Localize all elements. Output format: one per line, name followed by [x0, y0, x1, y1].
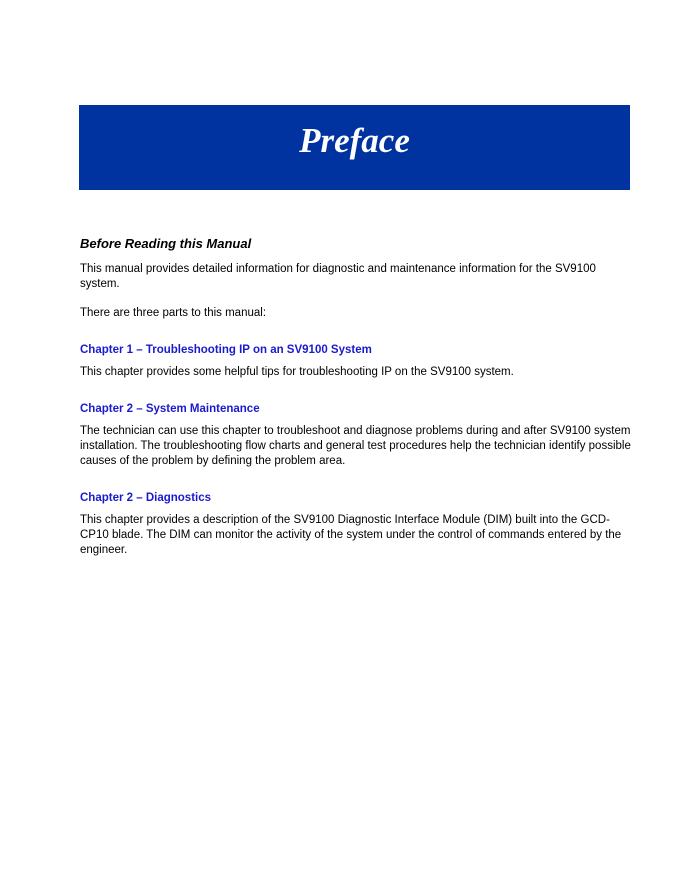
intro-paragraph-2: There are three parts to this manual: [80, 307, 267, 319]
intro-heading: Before Reading this Manual [80, 236, 252, 251]
chapter-2-maintenance-heading: Chapter 2 – System Maintenance [80, 403, 260, 415]
document-body [80, 236, 632, 558]
intro-paragraph-1: This manual provides detailed information for diagnostic and maintenance information for the SV9100 system. [80, 263, 596, 290]
page-title: Preface [299, 121, 410, 160]
chapter-2-maintenance-body: The technician can use this chapter to troubleshoot and diagnose problems during and after SV9100 system installation. The troubleshooting flow charts and general test procedures help the technician identify possible causes of the problem by defining the problem area. [80, 425, 631, 467]
chapter-1-body: This chapter provides some helpful tips for troubleshooting IP on the SV9100 system. [80, 366, 514, 378]
preface-banner [79, 105, 630, 190]
chapter-2-diagnostics-heading: Chapter 2 – Diagnostics [80, 492, 212, 504]
chapter-2-diagnostics-body: This chapter provides a description of the SV9100 Diagnostic Interface Module (DIM) built into the GCD-CP10 blade. The DIM can monitor the activity of the system under the control of commands entered by the engineer. [80, 514, 622, 556]
chapter-1-heading: Chapter 1 – Troubleshooting IP on an SV9100 System [80, 344, 372, 356]
